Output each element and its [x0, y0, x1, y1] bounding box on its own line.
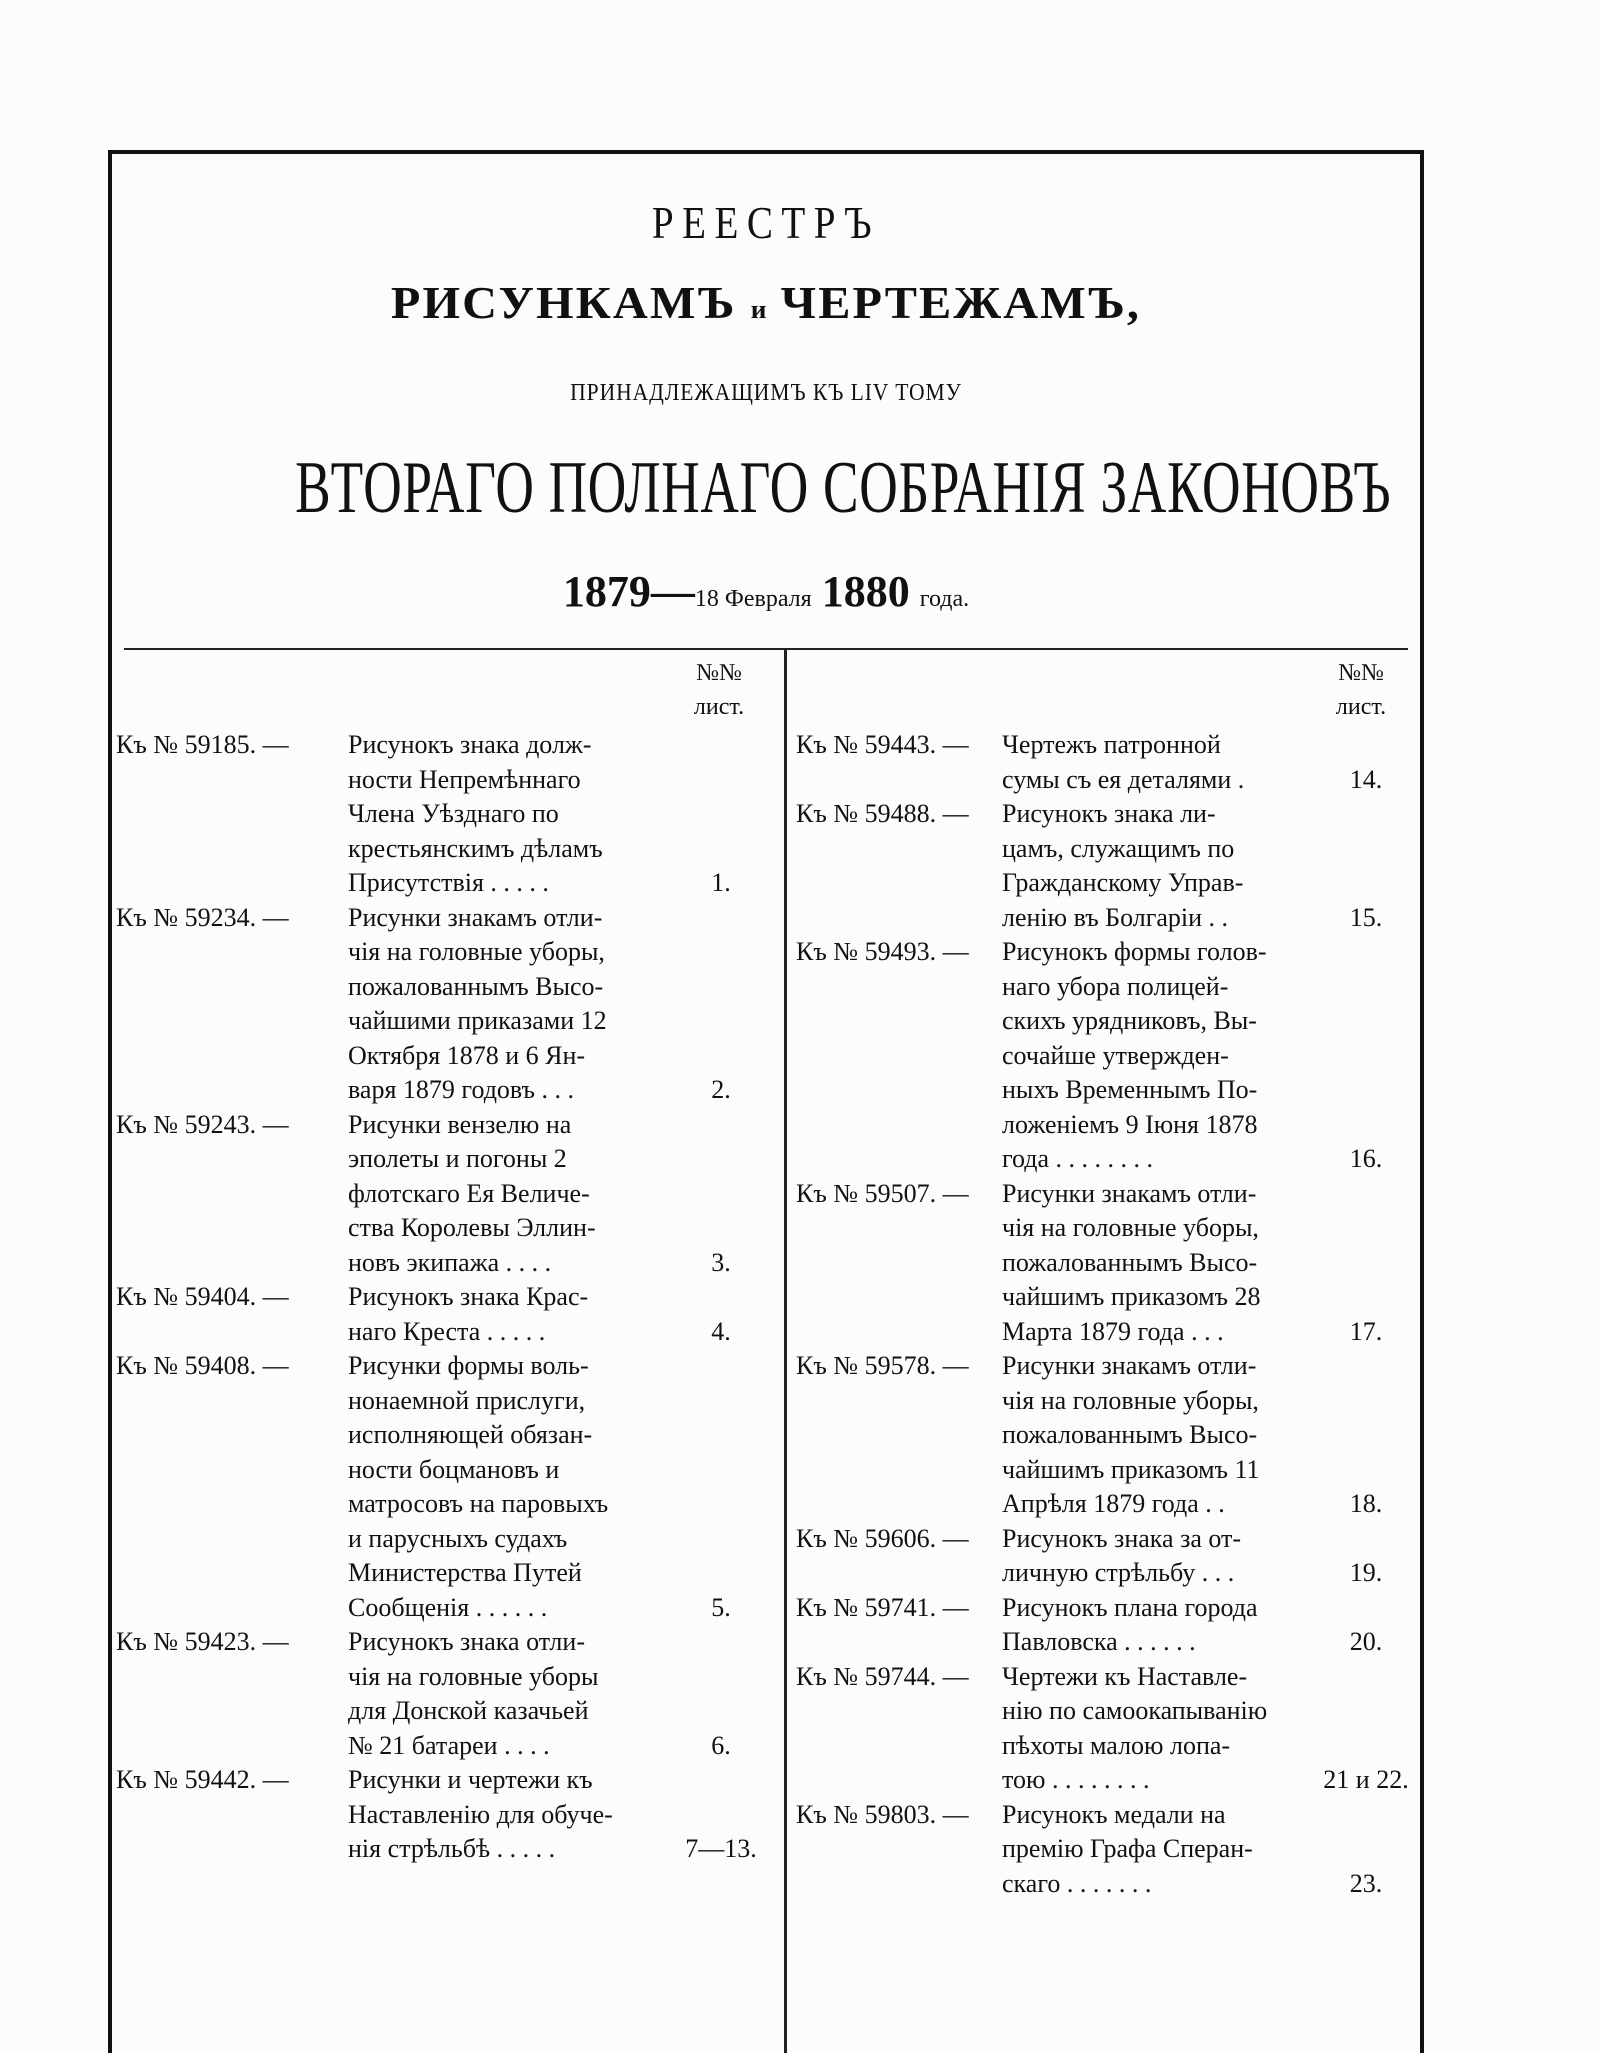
register-entry	[796, 1591, 1416, 1660]
entry-desc: Рисунокъ знака за от- личную стрѣльбу . . .	[1002, 1523, 1242, 1587]
register-entry	[116, 1349, 776, 1625]
entry-ref: Къ № 59803. —	[796, 1799, 969, 1829]
belonging-line: ПРИНАДЛЕЖАЩИМЪ КЪ LIV ТОМУ	[570, 380, 962, 406]
register-entry	[796, 1177, 1416, 1350]
register-entry	[796, 728, 1416, 797]
register-header	[112, 154, 1420, 648]
left-column	[116, 656, 776, 1867]
sheet-label: лист.	[1335, 694, 1387, 720]
entry-sheet: 17.	[1349, 1316, 1383, 1346]
entry-ref: Къ № 59578. —	[796, 1351, 969, 1380]
entry-ref: Къ № 59243. —	[116, 1109, 289, 1139]
years-line	[112, 566, 1420, 617]
register-entry	[796, 1522, 1416, 1591]
entry-ref: Къ № 59442. —	[116, 1765, 289, 1794]
entry-sheet: 5.	[711, 1592, 731, 1622]
date-mid: 18 Февраля	[694, 586, 812, 612]
entry-desc: Рисунокъ плана города Павловска . . . . . .	[1002, 1592, 1258, 1656]
entry-sheet: 4.	[711, 1316, 731, 1346]
entry-sheet: 3.	[711, 1247, 731, 1277]
entry-ref: Къ № 59606. —	[796, 1523, 969, 1553]
entry-desc: Рисунки вензелю на эполеты и погоны 2 флотскаго Ея Величе- ства Королевы Эллин- новъ экипажа . . . .	[348, 1109, 596, 1277]
entry-ref: Къ № 59404. —	[116, 1282, 289, 1311]
register-entry	[116, 901, 776, 1108]
entry-ref: Къ № 59185. —	[116, 730, 289, 759]
entry-desc: Рисунки знакамъ отли- чія на головные уборы, пожалованнымъ Высо- чайшими приказами 12 Октября 1878 и 6 Ян- варя 1879 годовъ . . .	[348, 902, 607, 1104]
entry-sheet: 2.	[711, 1075, 731, 1104]
title: РЕЕСТРЪ	[651, 197, 881, 248]
entry-desc: Чертежъ патронной сумы съ ея деталями .	[1002, 730, 1245, 794]
entry-ref: Къ № 59488. —	[796, 799, 969, 828]
entry-ref: Къ № 59234. —	[116, 902, 289, 932]
entry-sheet: 7—13.	[685, 1834, 757, 1863]
right-column-head	[796, 656, 1416, 728]
entry-desc: Рисунокъ формы голов- наго убора полицей- скихъ урядниковъ, Вы- сочайше утвержден- ныхъ Временнымъ По- ложеніемъ 9 Іюня 1878 года . . . . . . . .	[1002, 937, 1267, 1173]
entry-ref: Къ № 59423. —	[116, 1627, 289, 1656]
column-divider	[784, 650, 787, 2053]
register-entry	[796, 935, 1416, 1177]
entry-sheet: 20.	[1349, 1627, 1383, 1656]
entry-desc: Рисунки знакамъ отли- чія на головные уборы, пожалованнымъ Высо- чайшимъ приказомъ 11 Апрѣля 1879 года . .	[1002, 1351, 1260, 1518]
register-entry	[796, 1798, 1416, 1902]
entry-sheet: 16.	[1349, 1144, 1383, 1173]
entry-desc: Рисунки знакамъ отли- чія на головные уборы, пожалованнымъ Высо- чайшимъ приказомъ 28 Марта 1879 года . . .	[1002, 1178, 1261, 1346]
register-entry	[116, 1108, 776, 1281]
entry-ref: Къ № 59443. —	[796, 730, 969, 759]
register-frame	[108, 150, 1424, 2053]
register-entry	[116, 728, 776, 901]
numbers-label: №№	[1338, 660, 1384, 686]
entry-sheet: 19.	[1349, 1558, 1383, 1587]
entry-sheet: 1.	[711, 868, 731, 897]
entry-sheet: 14.	[1349, 764, 1383, 794]
left-column-head	[116, 656, 776, 728]
entry-sheet: 21 и 22.	[1323, 1765, 1409, 1794]
register-entry	[116, 1625, 776, 1763]
entry-desc: Рисунокъ медали на премію Графа Сперан- скаго . . . . . . .	[1002, 1799, 1253, 1898]
entry-desc: Рисунокъ знака долж- ности Непремѣннаго Члена Уѣзднаго по крестьянскимъ дѣламъ Присутствія . . . . .	[348, 730, 603, 897]
entry-ref: Къ № 59507. —	[796, 1178, 969, 1208]
register-entry	[796, 1660, 1416, 1798]
year-suffix: года.	[919, 586, 970, 612]
register-entry	[796, 797, 1416, 935]
header-divider	[124, 648, 1408, 650]
entry-sheet: 6.	[711, 1730, 731, 1760]
right-column	[796, 656, 1416, 1901]
year-dash: —	[650, 567, 695, 616]
entry-ref: Къ № 59493. —	[796, 937, 969, 966]
sheet-label: лист.	[693, 694, 745, 720]
collection-title: ВТОРАГО ПОЛНАГО СОБРАНІЯ ЗАКОНОВЪ	[295, 447, 1392, 529]
register-entry	[796, 1349, 1416, 1522]
entry-desc: Рисунки формы воль- нонаемной прислуги, исполняющей обязан- ности боцмановъ и матросовъ на паровыхъ и парусныхъ судахъ Министерства Путей Сообщенія . . . . . .	[348, 1351, 609, 1622]
entry-desc: Рисунокъ знака Крас- наго Креста . . . . .	[348, 1282, 589, 1346]
register-entry	[116, 1280, 776, 1349]
entry-desc: Рисунки и чертежи къ Наставленію для обуче- нія стрѣльбѣ . . . . .	[348, 1765, 613, 1863]
entry-ref: Къ № 59408. —	[116, 1351, 289, 1380]
entry-desc: Рисунокъ знака отли- чія на головные уборы для Донской казачьей № 21 батареи . . . .	[348, 1627, 599, 1760]
entry-desc: Чертежи къ Наставле- нію по самоокапыванію пѣхоты малою лопа- тою . . . . . . . .	[1002, 1661, 1268, 1794]
entry-ref: Къ № 59741. —	[796, 1592, 969, 1622]
entry-sheet: 15.	[1349, 902, 1383, 932]
entry-sheet: 18.	[1349, 1489, 1383, 1518]
subtitle-plans: ЧЕРТЕЖАМЪ,	[780, 277, 1142, 328]
year-end: 1880	[821, 567, 910, 616]
entry-desc: Рисунокъ знака ли- цамъ, служащимъ по Гражданскому Управ- ленію въ Болгаріи . .	[1002, 799, 1244, 932]
subtitle-and: и	[750, 295, 767, 324]
year-start: 1879	[562, 567, 651, 616]
entry-ref: Къ № 59744. —	[796, 1661, 969, 1691]
entry-sheet: 23.	[1349, 1868, 1383, 1898]
numbers-label: №№	[696, 660, 742, 686]
subtitle	[79, 276, 1452, 329]
subtitle-drawings: РИСУНКАМЪ	[390, 277, 737, 328]
register-entry	[116, 1763, 776, 1867]
